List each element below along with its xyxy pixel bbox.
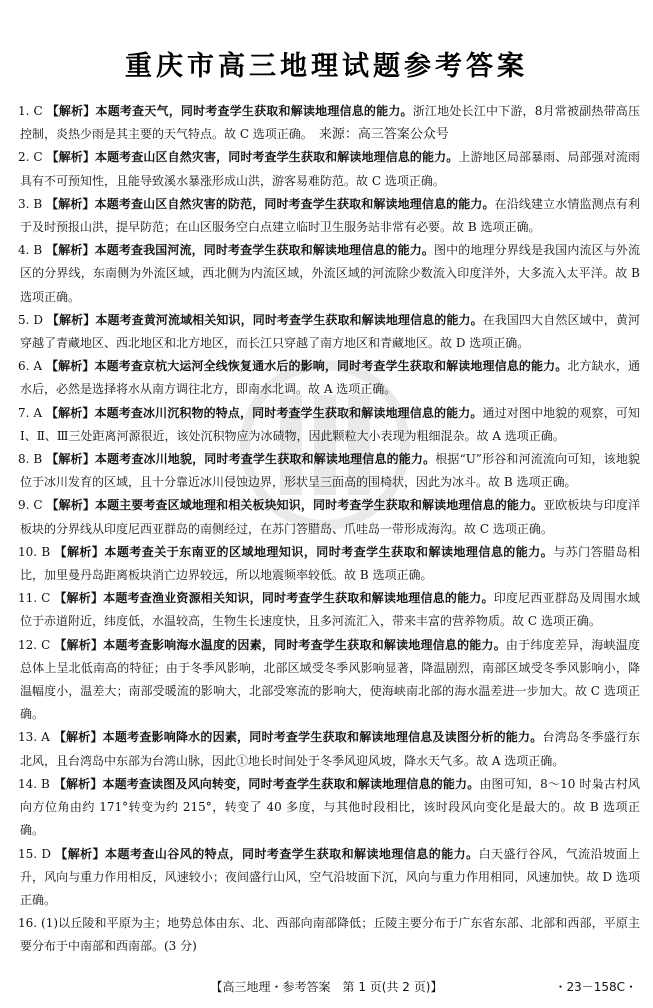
answer-explanation: 通过对图中地貌的观察，可知Ⅰ、Ⅱ、Ⅲ三处距离河源很近，该处沉积物应为冰碛物，因此颗粒大小表现为粗细混杂。故 A 选项正确。 — [20, 405, 640, 443]
answer-explanation: 亚欧板块与印度洋板块的分界线从印度尼西亚群岛的南侧经过，在苏门答腊岛、爪哇岛一带形成海沟。故 C 选项正确。 — [20, 498, 640, 536]
answer-number: 11. C — [18, 591, 51, 606]
analysis-heading: 【解析】本题考查黄河流域相关知识，同时考查学生获取和解读地理信息的能力。 — [46, 312, 483, 327]
answer-number: 4. B — [18, 243, 43, 258]
answer-number: 6. A — [18, 359, 43, 374]
footer-code: ・23－158C・ — [554, 980, 637, 994]
answer-explanation: 台湾岛冬季盛行东北风，且台湾岛中东部为台湾山脉，因此①地长时间处于冬季风迎风坡，降水天气多。故 A 选项正确。 — [20, 730, 640, 768]
answer-explanation: 在沿线建立水情监测点有利于及时预报山洪，提早防范；在山区服务空白点建立临时卫生服务站非常有必要。故 B 选项正确。 — [20, 196, 640, 235]
analysis-heading: 【解析】本题考查渔业资源相关知识，同时考查学生获取和解读地理信息的能力。 — [54, 591, 494, 606]
analysis-heading: 【解析】本题考查冰川沉积物的特点，同时考查学生获取和解读地理信息的能力。 — [46, 405, 483, 420]
analysis-heading: 【解析】本题考查影响海水温度的因素，同时考查学生获取和解读地理信息的能力。 — [54, 637, 506, 652]
analysis-heading: 【解析】本题考查冰川地貌，同时考查学生获取和解读地理信息的能力。 — [46, 452, 436, 467]
analysis-heading: 【解析】本题考查山谷风的特点，同时考查学生获取和解读地理信息的能力。 — [55, 846, 479, 861]
answer-number: 15. D — [18, 846, 51, 861]
analysis-heading: 【解析】本题考查山区自然灾害，同时考查学生获取和解读地理信息的能力。 — [46, 150, 459, 165]
analysis-heading: 【解析】本题考查京杭大运河全线恢复通水后的影响，同时考查学生获取和解读地理信息的能力。 — [46, 359, 568, 374]
answer-item — [18, 146, 640, 192]
answers-list — [18, 100, 640, 959]
analysis-heading: 【解析】本题考查山区自然灾害的防范，同时考查学生获取和解读地理信息的能力。 — [46, 196, 495, 211]
answer-number: 5. D — [18, 312, 43, 327]
answer-item — [18, 634, 640, 727]
analysis-heading: 【解析】本题考查关于东南亚的区域地理知识，同时考查学生获取和解读地理信息的能力。 — [54, 544, 554, 559]
answer-explanation: 北方缺水，通水后，必然是选择将水从南方调往北方，即南水北调。故 A 选项正确。 — [20, 359, 640, 397]
answer-number: 14. B — [18, 776, 50, 791]
source-note: 来源：高三答案公众号 — [318, 127, 449, 143]
footer-page-info: 【高三地理・参考答案 第 1 页(共 2 页)】 — [210, 980, 443, 994]
answer-number: 16. — [18, 916, 38, 931]
answer-explanation: 浙江地处长江中下游，8月常被副热带高压控制，炎热少雨是其主要的天气特点。故 C 选项正确。 — [20, 104, 640, 142]
answer-number: 7. A — [18, 405, 43, 420]
answer-explanation: 图中的地理分界线是我国内流区与外流区的分界线，东南侧为外流区域，西北侧为内流区域，外流区域的河流除少数流入印度洋外，大多流入太平洋。故 B 选项正确。 — [20, 243, 640, 304]
answer-explanation: 由图可知，8～10 时枭古村风向方位角由约 171°转变为约 215°，转变了 40 多度，与其他时段相比，该时段风向变化是最大的。故 B 选项正确。 — [20, 776, 640, 838]
answer-number: 8. B — [18, 452, 43, 467]
answer-explanation: 印度尼西亚群岛及周围水域位于赤道附近，纬度低，水温较高，生物生长速度快，且多河流汇入，带来丰富的营养物质。故 C 选项正确。 — [20, 591, 640, 629]
answer-number: 10. B — [18, 544, 51, 559]
answer-explanation: 根据“U”形谷和河流流向可知，该地貌位于冰川发育的区域，且十分靠近冰川侵蚀边界，形状呈三面高的围椅状，因此为冰斗。故 B 选项正确。 — [20, 452, 640, 490]
analysis-heading: 【解析】本题考查天气，同时考查学生获取和解读地理信息的能力。 — [46, 104, 413, 118]
answer-item — [18, 448, 640, 494]
answer-item — [18, 355, 640, 401]
answer-number: 12. C — [18, 637, 51, 652]
page-footer — [0, 978, 653, 998]
answer-item — [18, 773, 640, 843]
answer-item — [18, 309, 640, 355]
answer-item — [18, 843, 640, 913]
page-title: 重庆市高三地理试题参考答案 — [125, 51, 528, 82]
answer-number: 13. A — [18, 730, 50, 745]
answer-number: 3. B — [18, 196, 43, 211]
answer-explanation: 在我国四大自然区域中，黄河穿越了青藏地区、西北地区和北方地区，而长江只穿越了南方地区和青藏地区。故 D 选项正确。 — [20, 312, 640, 351]
answer-item — [18, 587, 640, 633]
answer-item — [18, 494, 640, 540]
answer-item — [18, 726, 640, 772]
analysis-heading: 【解析】本题考查读图及风向转变，同时考查学生获取和解读地理信息的能力。 — [53, 776, 480, 791]
answer-item — [18, 402, 640, 448]
answer-number: 9. C — [18, 498, 43, 513]
answer-explanation: 与苏门答腊岛相比，加里曼丹岛距离板块消亡边界较远，所以地震频率较低。故 B 选项正确。 — [20, 544, 640, 583]
answer-number: 1. C — [18, 104, 43, 118]
answer-item — [18, 239, 640, 309]
answer-item — [18, 100, 640, 146]
answer-item — [18, 193, 640, 239]
answer-explanation: 上游地区局部暴雨、局部强对流雨具有不可预知性，且能导致溪水暴涨形成山洪，游客易难防范。故 C 选项正确。 — [20, 150, 640, 188]
answer-explanation: 白天盛行谷风，气流沿坡面上升，风向与重力作用相反，风速较小；夜间盛行山风，空气沿坡面下沉，风向与重力作用相同，风速加快。故 D 选项正确。 — [20, 846, 640, 907]
analysis-heading: 【解析】本题主要考查区域地理和相关板块知识，同时考查学生获取和解读地理信息的能力。 — [46, 498, 544, 513]
analysis-heading: 【解析】本题考查影响降水的因素，同时考查学生获取和解读地理信息及读图分析的能力。 — [53, 730, 543, 745]
analysis-heading: 【解析】本题考查我国河流，同时考查学生获取和解读地理信息的能力。 — [46, 243, 435, 258]
answer-explanation: 由于纬度差异，海峡温度总体上呈北低南高的特征；由于冬季风影响，北部区域受冬季风影响显著，降温剧烈，南部区域受冬季风影响小，降温幅度小，温差大；南部受暖流的影响大，北部受寒流的影响大，使海峡南北部的海水温差进一步加大。故 C 选项正确。 — [20, 637, 640, 722]
answer-item — [18, 541, 640, 587]
answer-number: 2. C — [18, 150, 43, 165]
answer-explanation: (1)以丘陵和平原为主；地势总体由东、北、西部向南部降低；丘陵主要分布于广东省东部、北部和西部，平原主要分布于中南部和西南部。(3 分) — [20, 916, 640, 954]
answer-item — [18, 912, 640, 958]
